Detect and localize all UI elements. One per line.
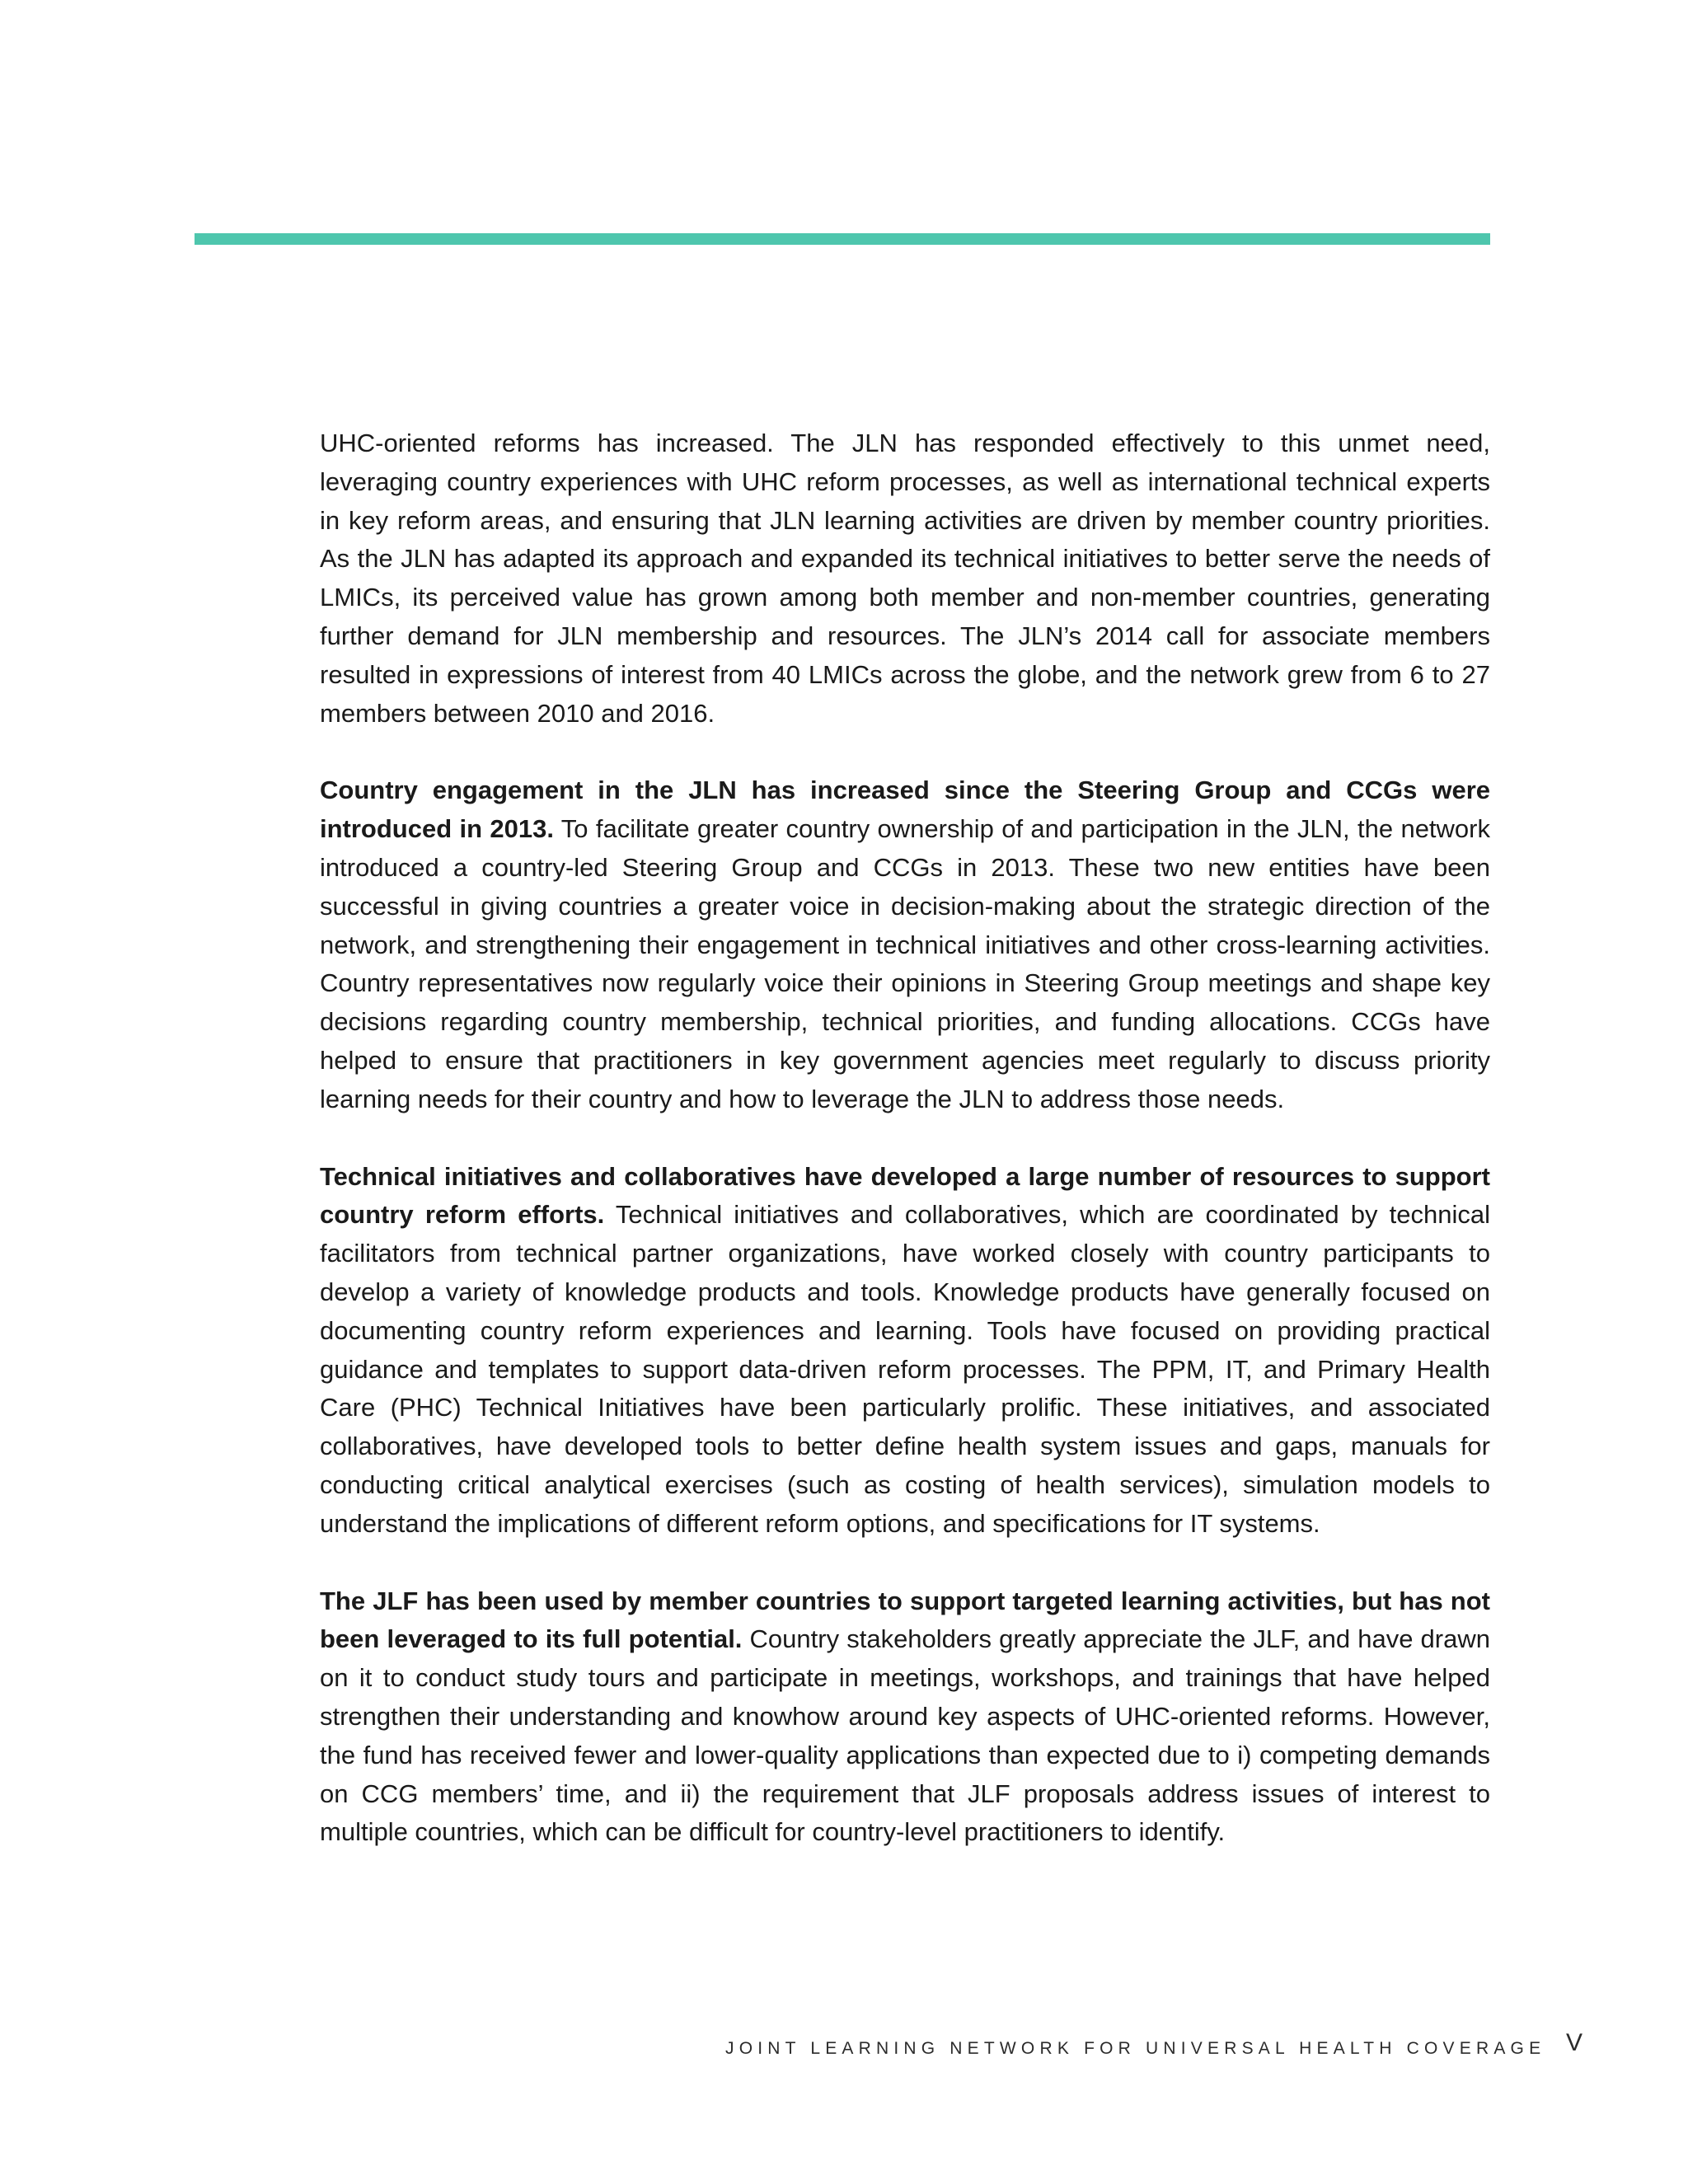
footer-title: JOINT LEARNING NETWORK FOR UNIVERSAL HEALTH COVERAGE	[725, 2039, 1546, 2058]
paragraph-4-text: Country stakeholders greatly appreciate the JLF, and have drawn on it to conduct study tours and participate in meetings, workshops, and trainings that have helped strengthen their understanding and knowhow around key aspects of UHC-oriented reforms. However, the fund has received fewer and lower-quality applications than expected due to i) competing demands on CCG members’ time, and ii) the requirement that JLF proposals address issues of interest to multiple countries, which can be difficult for country-level practitioners to identify.	[320, 1624, 1490, 1847]
paragraph-3-lead: Technical initiatives and collaboratives have developed a large number of resources to support country reform efforts.	[320, 1161, 1490, 1230]
paragraph-2-text: To facilitate greater country ownership of and participation in the JLN, the network introduced a country-led Steering Group and CCGs in 2013. These two new entities have been successful in giving countries a greater voice in decision-making about the strategic direction of the network, and strengthening their engagement in technical initiatives and other cross-learning activities. Country representatives now regularly voice their opinions in Steering Group meetings and shape key decisions regarding country membership, technical priorities, and funding allocations. CCGs have helped to ensure that practitioners in key government agencies meet regularly to discuss priority learning needs for their country and how to leverage the JLN to address those needs.	[320, 814, 1490, 1113]
paragraph-1-text: UHC-oriented reforms has increased. The JLN has responded effectively to this unmet need, leveraging country experiences with UHC reform processes, as well as international technical experts in key reform areas, and ensuring that JLN learning activities are driven by member country priorities. As the JLN has adapted its approach and expanded its technical initiatives to better serve the needs of LMICs, its perceived value has grown among both member and non-member countries, generating further demand for JLN membership and resources. The JLN’s 2014 call for associate members resulted in expressions of interest from 40 LMICs across the globe, and the network grew from 6 to 27 members between 2010 and 2016.	[320, 429, 1490, 728]
page-number: V	[1566, 2029, 1583, 2056]
paragraph-3	[320, 1158, 1490, 1544]
paragraph-3-text: Technical initiatives and collaboratives, which are coordinated by technical facilitators from technical partner organizations, have worked closely with country participants to develop a variety of knowledge products and tools. Knowledge products have generally focused on documenting country reform experiences and learning. Tools have focused on providing practical guidance and templates to support data-driven reform processes. The PPM, IT, and Primary Health Care (PHC) Technical Initiatives have been particularly prolific. These initiatives, and associated collaboratives, have developed tools to better define health system issues and gaps, manuals for conducting critical analytical exercises (such as costing of health services), simulation models to understand the implications of different reform options, and specifications for IT systems.	[320, 1200, 1490, 1538]
paragraph-2-lead: Country engagement in the JLN has increased since the Steering Group and CCGs were introduced in 2013.	[320, 776, 1490, 844]
body-text	[320, 424, 1490, 1891]
paragraph-1	[320, 424, 1490, 733]
paragraph-4-lead: The JLF has been used by member countries to support targeted learning activities, but has not been leveraged to its full potential.	[320, 1586, 1490, 1654]
paragraph-2	[320, 771, 1490, 1118]
accent-rule	[195, 233, 1490, 245]
paragraph-4	[320, 1582, 1490, 1853]
